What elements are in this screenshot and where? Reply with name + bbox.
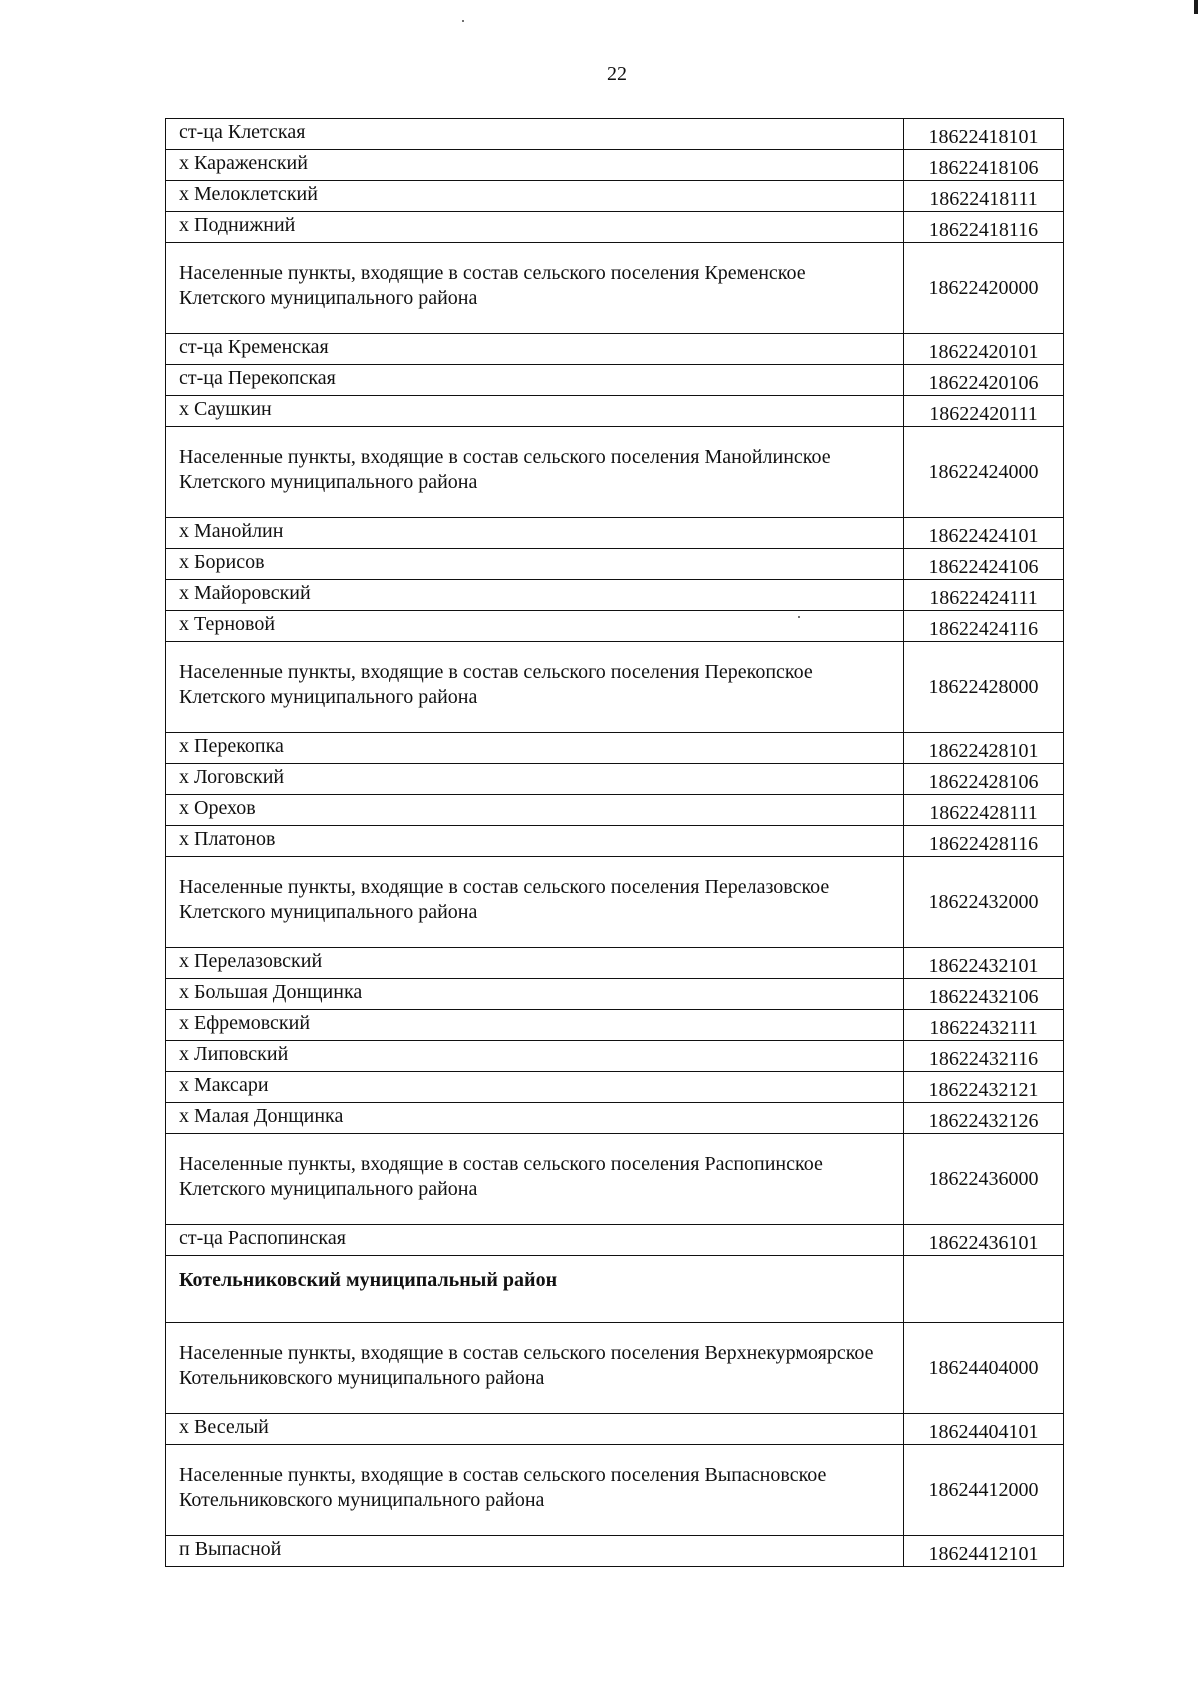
oktmo-code-cell: 18622432000 — [904, 857, 1064, 948]
settlement-group-row — [166, 1445, 1064, 1536]
oktmo-code-cell: 18622424111 — [904, 580, 1064, 611]
oktmo-code-cell: 18624404101 — [904, 1414, 1064, 1445]
settlement-name-cell: ст-ца Распопинская — [166, 1225, 904, 1256]
settlement-row — [166, 1414, 1064, 1445]
settlement-name-cell: х Орехов — [166, 795, 904, 826]
settlement-name-cell: х Логовский — [166, 764, 904, 795]
settlement-row — [166, 1536, 1064, 1567]
scan-edge-mark — [1194, 0, 1198, 14]
oktmo-code-cell: 18622420111 — [904, 396, 1064, 427]
oktmo-code-cell: 18622432121 — [904, 1072, 1064, 1103]
oktmo-code-cell: 18622420000 — [904, 243, 1064, 334]
settlement-group-row — [166, 427, 1064, 518]
settlement-group-row — [166, 1323, 1064, 1414]
settlement-row — [166, 1225, 1064, 1256]
settlement-group-row — [166, 642, 1064, 733]
settlement-row — [166, 826, 1064, 857]
settlement-name-cell: Населенные пункты, входящие в состав сельского поселения Перелазовское Клетского муниципального района — [166, 857, 904, 948]
settlement-row — [166, 580, 1064, 611]
oktmo-code-cell: 18622432111 — [904, 1010, 1064, 1041]
settlements-table — [165, 118, 1064, 1567]
settlement-name-cell: х Малая Донщинка — [166, 1103, 904, 1134]
settlement-name-cell: Населенные пункты, входящие в состав сельского поселения Перекопское Клетского муниципального района — [166, 642, 904, 733]
district-name-cell: Котельниковский муниципальный район — [166, 1256, 904, 1323]
settlement-name-cell: х Борисов — [166, 549, 904, 580]
oktmo-code-cell: 18622424106 — [904, 549, 1064, 580]
settlement-row — [166, 181, 1064, 212]
settlement-name-cell: х Ефремовский — [166, 1010, 904, 1041]
oktmo-code-cell: 18622418111 — [904, 181, 1064, 212]
oktmo-code-cell: 18622432126 — [904, 1103, 1064, 1134]
settlement-name-cell: х Мелоклетский — [166, 181, 904, 212]
settlement-row — [166, 733, 1064, 764]
settlement-name-cell: х Терновой — [166, 611, 904, 642]
settlement-name-cell: х Платонов — [166, 826, 904, 857]
settlement-name-cell: х Поднижний — [166, 212, 904, 243]
oktmo-code-cell: 18624412101 — [904, 1536, 1064, 1567]
oktmo-code-cell: 18622428116 — [904, 826, 1064, 857]
settlement-row — [166, 764, 1064, 795]
settlement-row — [166, 334, 1064, 365]
settlement-row — [166, 150, 1064, 181]
oktmo-code-cell: 18622418106 — [904, 150, 1064, 181]
page-number: 22 — [607, 63, 627, 85]
oktmo-code-cell: 18622428000 — [904, 642, 1064, 733]
settlement-name-cell: х Перелазовский — [166, 948, 904, 979]
settlement-name-cell: х Караженский — [166, 150, 904, 181]
settlement-row — [166, 1103, 1064, 1134]
settlement-group-row — [166, 857, 1064, 948]
oktmo-code-cell: 18622424116 — [904, 611, 1064, 642]
settlement-row — [166, 365, 1064, 396]
settlement-row — [166, 795, 1064, 826]
settlement-name-cell: х Саушкин — [166, 396, 904, 427]
oktmo-code-cell: 18624404000 — [904, 1323, 1064, 1414]
settlement-row — [166, 611, 1064, 642]
settlement-name-cell: Населенные пункты, входящие в состав сельского поселения Кременское Клетского муниципального района — [166, 243, 904, 334]
settlement-row — [166, 1010, 1064, 1041]
settlement-name-cell: ст-ца Перекопская — [166, 365, 904, 396]
settlement-name-cell: х Перекопка — [166, 733, 904, 764]
settlement-row — [166, 549, 1064, 580]
settlements-table-body — [166, 119, 1064, 1567]
settlement-group-row — [166, 1134, 1064, 1225]
oktmo-code-cell: 18622418101 — [904, 119, 1064, 150]
oktmo-code-cell: 18622418116 — [904, 212, 1064, 243]
settlement-name-cell: х Майоровский — [166, 580, 904, 611]
oktmo-code-cell: 18622420106 — [904, 365, 1064, 396]
district-header-row — [166, 1256, 1064, 1323]
oktmo-code-cell: 18624412000 — [904, 1445, 1064, 1536]
oktmo-code-cell: 18622428106 — [904, 764, 1064, 795]
settlement-name-cell: х Большая Донщинка — [166, 979, 904, 1010]
settlement-name-cell: х Веселый — [166, 1414, 904, 1445]
oktmo-code-cell: 18622424101 — [904, 518, 1064, 549]
scan-speck — [462, 20, 464, 22]
settlement-name-cell: Населенные пункты, входящие в состав сельского поселения Выпасновское Котельниковского муниципального района — [166, 1445, 904, 1536]
settlement-name-cell: х Манойлин — [166, 518, 904, 549]
settlement-row — [166, 1041, 1064, 1072]
settlement-row — [166, 396, 1064, 427]
oktmo-code-cell: 18622432106 — [904, 979, 1064, 1010]
settlement-name-cell: х Максари — [166, 1072, 904, 1103]
settlement-row — [166, 948, 1064, 979]
settlement-name-cell: Населенные пункты, входящие в состав сельского поселения Распопинское Клетского муниципального района — [166, 1134, 904, 1225]
oktmo-code-cell: 18622436000 — [904, 1134, 1064, 1225]
settlement-row — [166, 979, 1064, 1010]
settlement-row — [166, 212, 1064, 243]
settlement-row — [166, 1072, 1064, 1103]
oktmo-code-cell — [904, 1256, 1064, 1323]
oktmo-code-cell: 18622432101 — [904, 948, 1064, 979]
settlement-name-cell: ст-ца Кременская — [166, 334, 904, 365]
oktmo-code-cell: 18622436101 — [904, 1225, 1064, 1256]
settlement-name-cell: Населенные пункты, входящие в состав сельского поселения Манойлинское Клетского муниципального района — [166, 427, 904, 518]
oktmo-code-cell: 18622428101 — [904, 733, 1064, 764]
settlement-name-cell: Населенные пункты, входящие в состав сельского поселения Верхнекурмоярское Котельниковского муниципального района — [166, 1323, 904, 1414]
oktmo-code-cell: 18622428111 — [904, 795, 1064, 826]
oktmo-code-cell: 18622432116 — [904, 1041, 1064, 1072]
settlement-row — [166, 518, 1064, 549]
settlement-row — [166, 119, 1064, 150]
oktmo-code-cell: 18622420101 — [904, 334, 1064, 365]
settlement-group-row — [166, 243, 1064, 334]
settlement-name-cell: ст-ца Клетская — [166, 119, 904, 150]
settlement-name-cell: х Липовский — [166, 1041, 904, 1072]
oktmo-code-cell: 18622424000 — [904, 427, 1064, 518]
settlement-name-cell: п Выпасной — [166, 1536, 904, 1567]
